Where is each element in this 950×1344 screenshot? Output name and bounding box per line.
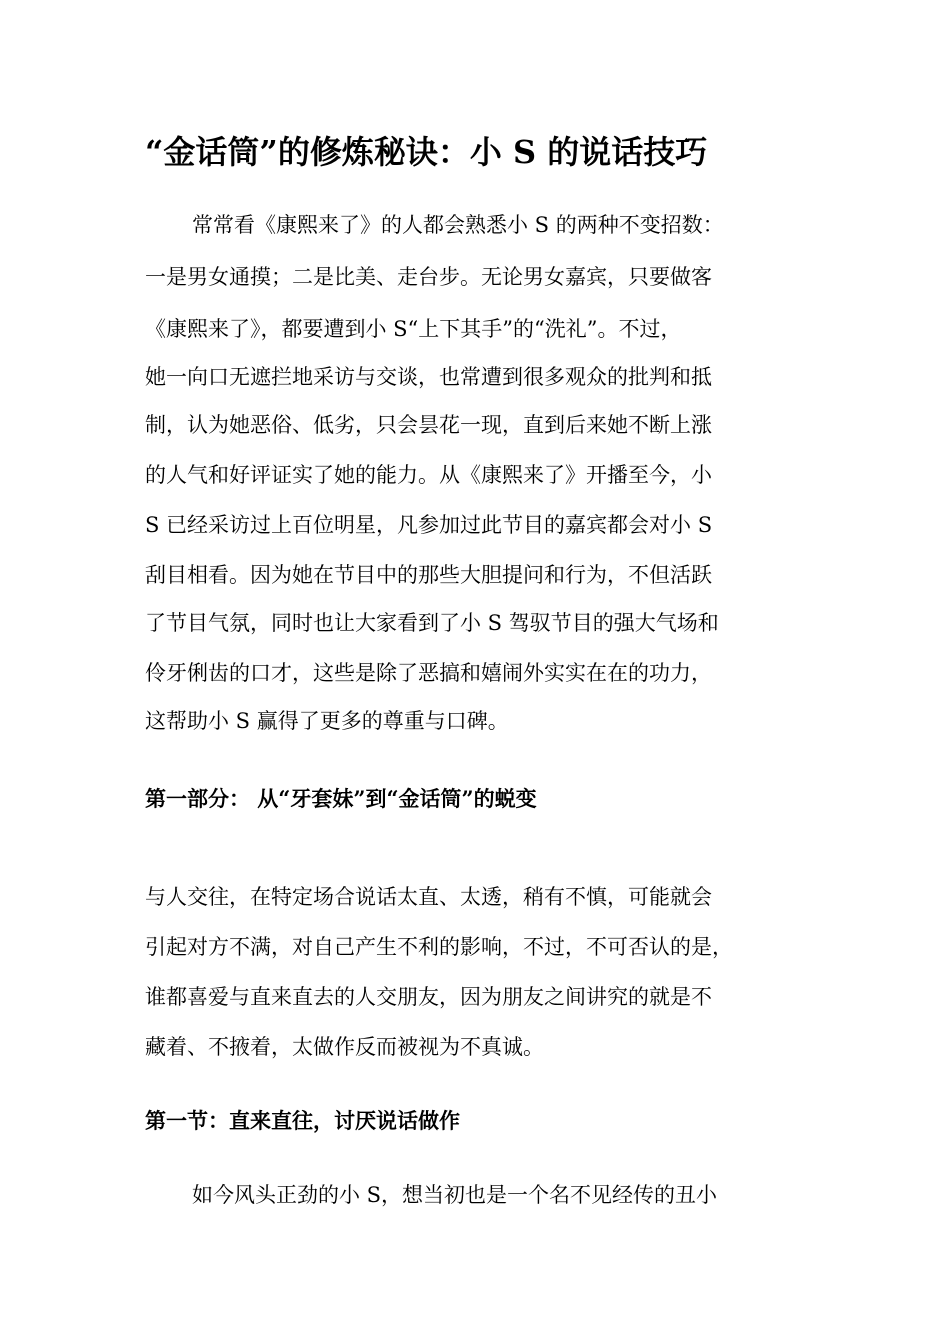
intro-line-2: 一是男女通摸；二是比美、走台步。无论男女嘉宾，只要做客	[145, 265, 712, 289]
intro-line-7: S 已经采访过上百位明星，凡参加过此节目的嘉宾都会对小 S	[145, 513, 713, 537]
intro-line-11: 这帮助小 S 赢得了更多的尊重与口碑。	[145, 709, 509, 733]
part-heading: 第一部分： 从“牙套妹”到“金话筒”的蜕变	[145, 786, 537, 811]
part-line-2: 引起对方不满，对自己产生不利的影响，不过，不可否认的是，	[145, 935, 733, 959]
intro-line-5: 制，认为她恶俗、低劣，只会昙花一现，直到后来她不断上涨	[145, 413, 712, 437]
intro-line-9: 了节目气氛，同时也让大家看到了小 S 驾驭节目的强大气场和	[145, 611, 719, 635]
intro-line-3: 《康熙来了》，都要遭到小 S“上下其手”的“洗礼”。不过，	[145, 317, 682, 341]
intro-line-8: 刮目相看。因为她在节目中的那些大胆提问和行为，不但活跃	[145, 563, 712, 587]
intro-line-6: 的人气和好评证实了她的能力。从《康熙来了》开播至今，小	[145, 463, 712, 487]
document-title: “金话筒”的修炼秘诀：小 S 的说话技巧	[145, 133, 708, 171]
part-line-3: 谁都喜爱与直来直去的人交朋友，因为朋友之间讲究的就是不	[145, 985, 712, 1009]
intro-line-10: 伶牙俐齿的口才，这些是除了恶搞和嬉闹外实实在在的功力，	[145, 661, 712, 685]
intro-line-1: 常常看《康熙来了》的人都会熟悉小 S 的两种不变招数：	[192, 213, 724, 237]
part-line-1: 与人交往，在特定场合说话太直、太透，稍有不慎，可能就会	[145, 885, 712, 909]
intro-line-4: 她一向口无遮拦地采访与交谈，也常遭到很多观众的批判和抵	[145, 365, 712, 389]
part-line-4: 藏着、不掖着，太做作反而被视为不真诚。	[145, 1035, 544, 1059]
section-line-1: 如今风头正劲的小 S，想当初也是一个名不见经传的丑小	[192, 1183, 718, 1207]
section-heading: 第一节：直来直往，讨厌说话做作	[145, 1108, 460, 1133]
